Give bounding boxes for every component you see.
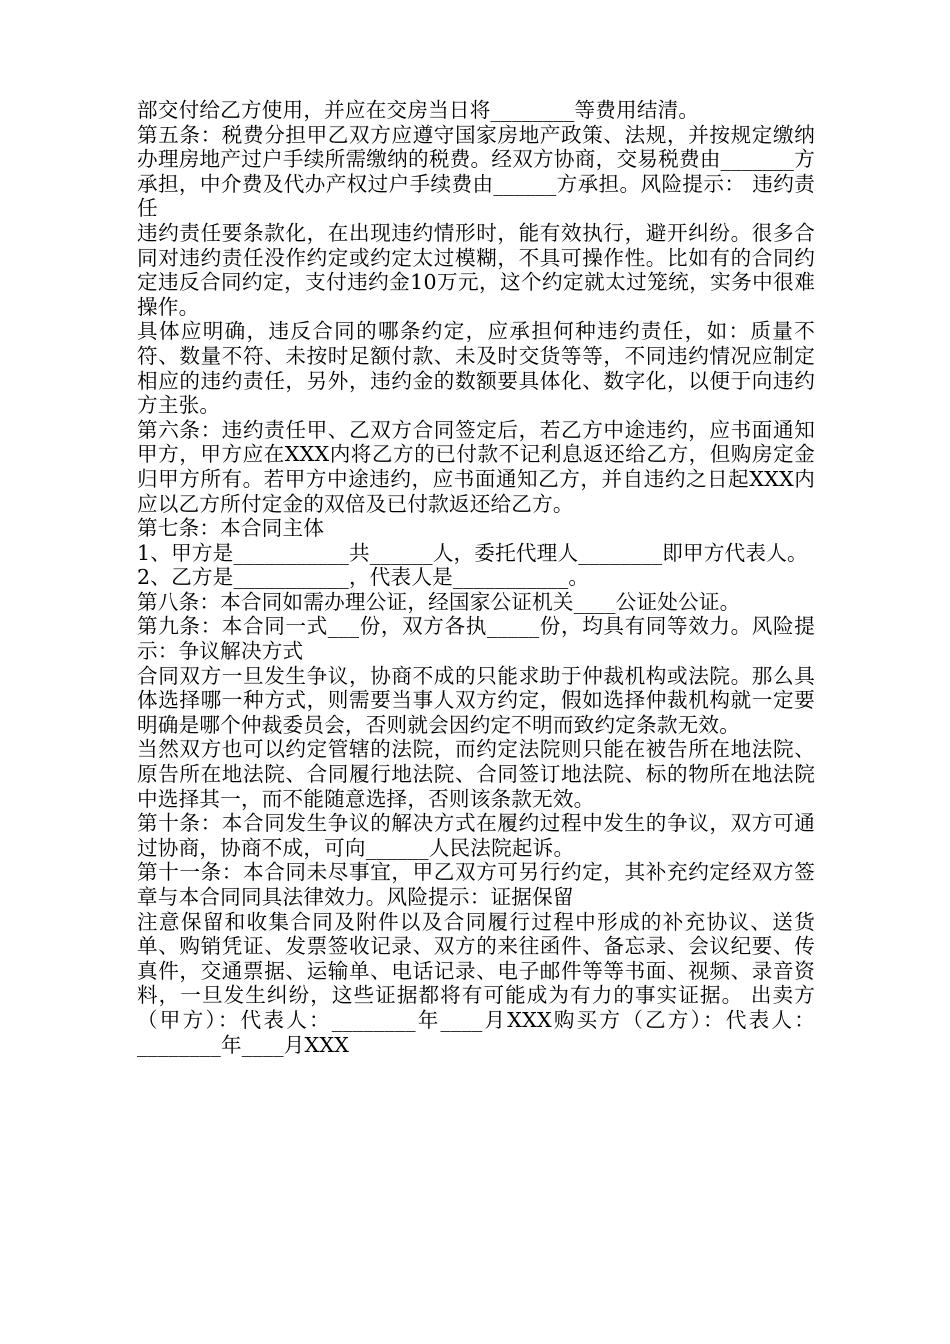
paragraph-dispute-note-1: 合同双方一旦发生争议，协商不成的只能求助于仲裁机构或法院。那么具体选择哪一种方式，则需要当事人双方约定，假如选择仲裁机构就一定要明确是哪个仲裁委员会，否则就会因约定不明而致约定条款无效。	[137, 663, 815, 737]
paragraph-dispute-note-2: 当然双方也可以约定管辖的法院，而约定法院则只能在被告所在地法院、原告所在地法院、合同履行地法院、合同签订地法院、标的物所在地法院中选择其一，而不能随意选择，否则该条款无效。	[137, 737, 815, 811]
paragraph-article-7-parties: 第七条：本合同主体	[137, 516, 325, 541]
paragraph-delivery-fees: 部交付给乙方使用，并应在交房当日将________等费用结清。	[137, 98, 700, 122]
paragraph-evidence-and-signatures: 注意保留和收集合同及附件以及合同履行过程中形成的补充协议、送货单、购销凭证、发票签收记录、双方的来往函件、备忘录、会议纪要、传真件，交通票据、运输单、电话记录、电子邮件等等书面、视频、录音资料，一旦发生纠纷，这些证据都将有可能成为有力的事实证据。 出卖方（甲方）：代表人：________年____月XXX购买方（乙方）：代表人：________年____月XXX	[137, 909, 815, 1057]
document-page	[137, 98, 815, 1057]
paragraph-article-6-breach: 第六条：违约责任甲、乙双方合同签定后，若乙方中途违约，应书面通知甲方，甲方应在XXX内将乙方的已付款不记利息返还给乙方，但购房定金归甲方所有。若甲方中途违约，应书面通知乙方，并自违约之日起XXX内应以乙方所付定金的双倍及已付款返还给乙方。	[137, 417, 815, 516]
paragraph-breach-note-1: 违约责任要条款化，在出现违约情形时，能有效执行，避开纠纷。很多合同对违约责任没作约定或约定太过模糊，不具可操作性。比如有的合同约定违反合同约定，支付违约金10万元，这个约定就太过笼统，实务中很难操作。	[137, 220, 815, 319]
paragraph-article-5-taxes: 第五条：税费分担甲乙双方应遵守国家房地产政策、法规，并按规定缴纳办理房地产过户手续所需缴纳的税费。经双方协商，交易税费由_______方承担，中介费及代办产权过户手续费由______方承担。风险提示： 违约责任	[137, 122, 815, 221]
paragraph-article-10-dispute: 第十条：本合同发生争议的解决方式在履约过程中发生的争议，双方可通过协商，协商不成，可向______人民法院起诉。	[137, 811, 815, 860]
paragraph-breach-note-2: 具体应明确，违反合同的哪条约定，应承担何种违约责任，如：质量不符、数量不符、未按时足额付款、未及时交货等等，不同违约情况应制定相应的违约责任，另外，违约金的数额要具体化、数字化，以便于向违约方主张。	[137, 319, 815, 418]
paragraph-article-8-notary: 第八条：本合同如需办理公证，经国家公证机关____公证处公证。	[137, 589, 741, 614]
paragraph-party-a: 1、甲方是___________共______人，委托代理人________即甲方代表人。	[137, 540, 808, 565]
paragraph-article-9-copies: 第九条：本合同一式___份，双方各执_____份，均具有同等效力。风险提示：争议解决方式	[137, 614, 815, 664]
paragraph-article-11-misc: 第十一条：本合同未尽事宜，甲乙双方可另行约定，其补充约定经双方签章与本合同同具法律效力。风险提示：证据保留	[137, 860, 815, 909]
paragraph-party-b: 2、乙方是___________，代表人是___________。	[137, 565, 590, 590]
